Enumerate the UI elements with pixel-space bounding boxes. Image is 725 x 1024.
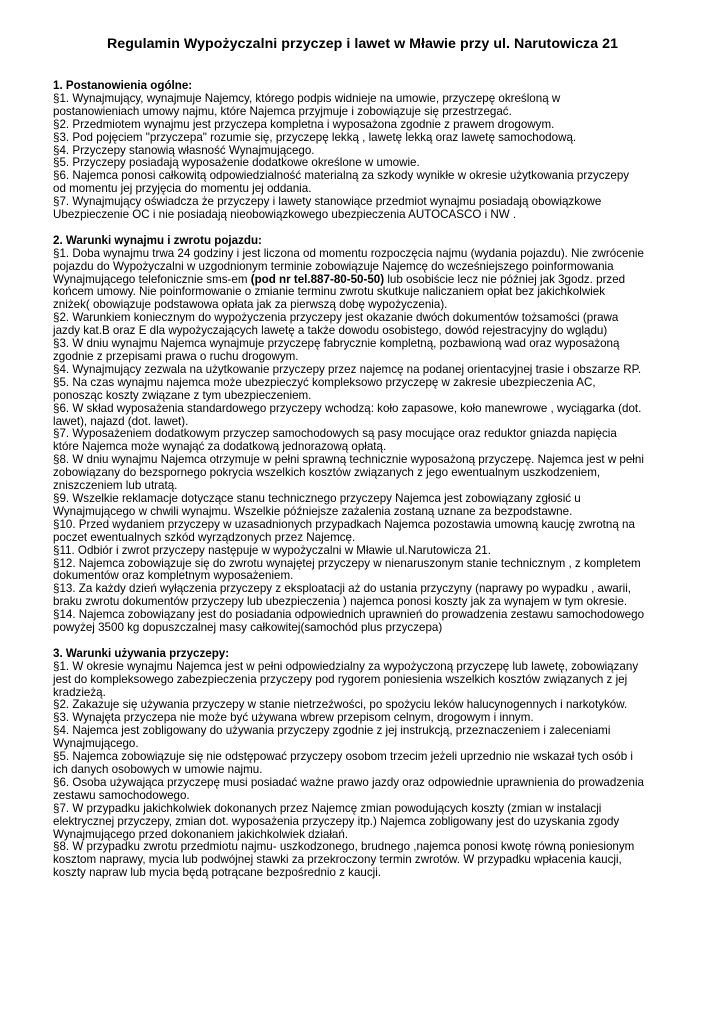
text-line: §2. Zakazuje się używania przyczepy w stanie nietrzeźwości, po spożyciu leków halucynogennych i narkotyków. [53, 698, 628, 712]
text-line: §4. Przyczepy stanowią własność Wynajmującego. [53, 143, 315, 157]
paragraph [53, 725, 685, 751]
text-line: ponosząc koszty związane z tym ubezpieczeniem. [53, 388, 312, 402]
paragraph [53, 170, 685, 196]
text-line: lawet), najazd (dot. lawet). [53, 414, 189, 428]
text-line: §13. Za każdy dzień wyłączenia przyczepy z eksploatacji aż do ustania przyczyny (naprawy po wypadku , awarii, [53, 582, 632, 596]
paragraph [53, 93, 685, 119]
text-line: Wynajmującego telefonicznie sms-em (pod nr tel.887-80-50-50) lub osobiście lecz nie później jak 3godz. przed [53, 272, 626, 286]
text-line: §5. Najemca zobowiązuje się nie odstępować przyczepy osobom trzecim jeżeli uprzednio nie wskazał tych osób i [53, 750, 633, 764]
text-line: które Najemca może wynająć za dodatkową jednorazową opłatą. [53, 440, 387, 454]
text-line: §9. Wszelkie reklamacje dotyczące stanu technicznego przyczepy Najemca jest zobowiązany zgłosić u [53, 491, 581, 505]
text-line: poczet ewentualnych szkód wyrządzonych przez Najemcę. [53, 530, 356, 544]
text-line: powyżej 3500 kg dopuszczalnej masy całkowitej(samochód plus przyczepa) [53, 621, 443, 635]
text-line: §7. Wyposażeniem dodatkowym przyczep samochodowych są pasy mocujące oraz reduktor gniazda napięcia [53, 427, 617, 441]
text-line: postanowieniach umowy najmu, które Najemca przyjmuje i zobowiązuje się przestrzegać. [53, 104, 512, 118]
text-line: §3. Pod pojęciem "przyczepa" rozumie się, przyczepę lekką , lawetę lekką oraz lawetę samochodową. [53, 130, 577, 144]
paragraph [53, 364, 685, 377]
text-line: §14. Najemca zobowiązany jest do posiadania odpowiednich uprawnień do prowadzenia zestawu samochodowego [53, 608, 645, 622]
text-line: §4. Wynajmujący zezwala na użytkowanie przyczepy przez najemcę na podanej orientacyjnej trasie i obszarze RP. [53, 362, 642, 376]
paragraph [53, 196, 685, 222]
text-line: końcem umowy. Nie poinformowanie o zmianie terminu zwrotu skutkuje naliczaniem opłat bez jakichkolwiek [53, 285, 606, 299]
text-line: §8. W dniu wynajmu Najemca otrzymuje w pełni sprawną technicznie wyposażoną przyczepę. Najemca jest w pełni [53, 453, 644, 467]
text-line: §5. Na czas wynajmu najemca może ubezpieczyć kompleksowo przyczepę w zakresie ubezpieczenia AC, [53, 375, 596, 389]
text-line: pojazdu do Wypożyczalni w uzgodnionym terminie zobowiązuje Najemcę do wcześniejszego poinformowania [53, 259, 614, 273]
paragraph [53, 119, 685, 132]
paragraph [53, 428, 685, 454]
text-line: §7. W przypadku jakichkolwiek dokonanych przez Najemcę zmian powodujących koszty (zmian w instalacji [53, 801, 602, 815]
paragraph [53, 248, 685, 313]
paragraph [53, 403, 685, 429]
text-line: ich danych osobowych w umowie najmu. [53, 763, 263, 776]
section-heading: 3. Warunki używania przyczepy: [53, 646, 230, 660]
paragraph [53, 558, 685, 584]
text-line: §3. Wynajęta przyczepa nie może być używana wbrew przepisom celnym, drogowym i innym. [53, 711, 534, 725]
text-line: §6. Najemca ponosi całkowitą odpowiedzialność materialną za szkody wynikłe w okresie użytkowania przyczepy [53, 169, 630, 183]
paragraph [53, 661, 685, 700]
document-title: Regulamin Wypożyczalni przyczep i lawet w Mławie przy ul. Narutowicza 21 [106, 36, 619, 52]
text-line: kosztom naprawy, mycia lub podwójnej stawki za przekroczony termin zwrotów. W przypadku wpłacenia kaucji, [53, 853, 622, 867]
paragraph [53, 545, 685, 558]
text-line: §2. Warunkiem koniecznym do wypożyczenia przyczepy jest okazanie dwóch dokumentów tożsamości (prawa [53, 311, 619, 325]
document-body [53, 80, 685, 893]
paragraph [53, 132, 685, 145]
text-line: Wynajmującego przed dokonaniem jakichkolwiek działań. [53, 827, 349, 841]
text-line: §12. Najemca zobowiązuje się do zwrotu wynajętej przyczepy w nienaruszonym stanie technicznym , z kompletem [53, 556, 641, 570]
paragraph [53, 377, 685, 403]
paragraph [53, 493, 685, 519]
text-line: §7. Wynajmujący oświadcza że przyczepy i lawety stanowiące przedmiot wynajmu posiadają obowiązkowe [53, 195, 602, 209]
paragraph [53, 454, 685, 493]
text-line: §10. Przed wydaniem przyczepy w uzasadnionych przypadkach Najemca pozostawia umowną kaucję zwrotną na [53, 517, 635, 531]
text-line: zniszczeniem lub utratą. [53, 479, 178, 493]
text-line: jazdy kat.B oraz E dla wypożyczających lawetę a także dowodu osobistego, dowód rejestracyjny do wglądu) [53, 324, 608, 338]
text-line: od momentu jej przyjęcia do momentu jej oddania. [53, 182, 312, 196]
section-1 [53, 80, 685, 222]
text-line: elektrycznej przyczepy, zmian dot. wyposażenia przyczepy itp.) Najemca zobligowany jest do uzyskania zgody [53, 814, 620, 828]
text-line: §1. Doba wynajmu trwa 24 godziny i jest liczona od momentu rozpoczęcia najmu (wydania pojazdu). Nie zwrócenie [53, 246, 644, 260]
paragraph [53, 338, 685, 364]
section-heading: 2. Warunki wynajmu i zwrotu pojazdu: [53, 233, 262, 247]
text-line: zobowiązany do bezspornego pokrycia wszelkich kosztów związanych z jego ewentualnym uszkodzeniem, [53, 466, 601, 480]
text-line: §6. Osoba używająca przyczepę musi posiadać ważne prawo jazdy oraz odpowiednie uprawnienia do prowadzenia [53, 775, 644, 789]
text-line: koszty napraw lub mycia będą potrącane bezpośrednio z kaucji. [53, 866, 382, 880]
text-line: Ubezpieczenie OC i nie posiadają nieobowiązkowego ubezpieczenia AUTOCASCO i NW . [53, 208, 517, 222]
text-line: §8. W przypadku zwrotu przedmiotu najmu- uszkodzonego, brudnego ,najemca ponosi kwotę równą poniesionym [53, 840, 635, 854]
text-line: Wynajmującego w chwili wynajmu. Wszelkie późniejsze zażalenia zostaną uznane za bezpodstawne. [53, 504, 573, 518]
paragraph [53, 841, 685, 880]
text-line: zniżek( obowiązuje podstawowa opłata jak za pierwszą dobę wypożyczenia). [53, 298, 448, 312]
section-3 [53, 648, 685, 880]
text-line: jest do kompleksowego zabezpieczenia przyczepy pod rygorem poniesienia wszelkich kosztów związanych z jej [53, 672, 628, 686]
text-line: kradzieżą. [53, 685, 106, 699]
paragraph [53, 583, 685, 609]
text-line: §5. Przyczepy posiadają wyposażenie dodatkowe określone w umowie. [53, 156, 420, 170]
paragraph [53, 777, 685, 803]
text-line: zestawu samochodowego. [53, 788, 190, 802]
text-line: Wynajmującego. [53, 737, 139, 751]
paragraph [53, 609, 685, 635]
text-line: §11. Odbiór i zwrot przyczepy następuje w wypożyczalni w Mławie ul.Narutowicza 21. [53, 543, 491, 557]
section-2 [53, 235, 685, 635]
text-line: braku zwrotu dokumentów przyczepy lub ubezpieczenia ) najemca ponosi koszty jak za wynajem w tym okresie. [53, 595, 628, 609]
paragraph [53, 312, 685, 338]
text-line: §4. Najemca jest zobligowany do używania przyczepy zgodnie z jej instrukcją, przeznaczeniem i zaleceniami [53, 724, 611, 738]
paragraph [53, 519, 685, 545]
bold-phone-number: (pod nr tel.887-80-50-50) [250, 272, 385, 286]
text-line: §1. W okresie wynajmu Najemca jest w pełni odpowiedzialny za wypożyczoną przyczepę lub lawetę, zobowiązany [53, 659, 639, 673]
text-line: §3. W dniu wynajmu Najemca wynajmuje przyczepę fabrycznie kompletną, pozbawioną wad oraz wyposażoną [53, 337, 620, 351]
text-line: zgodnie z przepisami prawa o ruchu drogowym. [53, 350, 299, 364]
text-line: dokumentów oraz kompletnym wyposażeniem. [53, 569, 294, 583]
section-heading: 1. Postanowienia ogólne: [53, 79, 193, 92]
text-line: §1. Wynajmujący, wynajmuje Najemcy, którego podpis widnieje na umowie, przyczepę określoną w [53, 91, 561, 105]
paragraph [53, 751, 685, 777]
text-line: §2. Przedmiotem wynajmu jest przyczepa kompletna i wyposażona zgodnie z prawem drogowym. [53, 117, 555, 131]
text-line: §6. W skład wyposażenia standardowego przyczepy wchodzą: koło zapasowe, koło manewrowe , wyciągarka (dot. [53, 401, 642, 415]
paragraph [53, 803, 685, 842]
